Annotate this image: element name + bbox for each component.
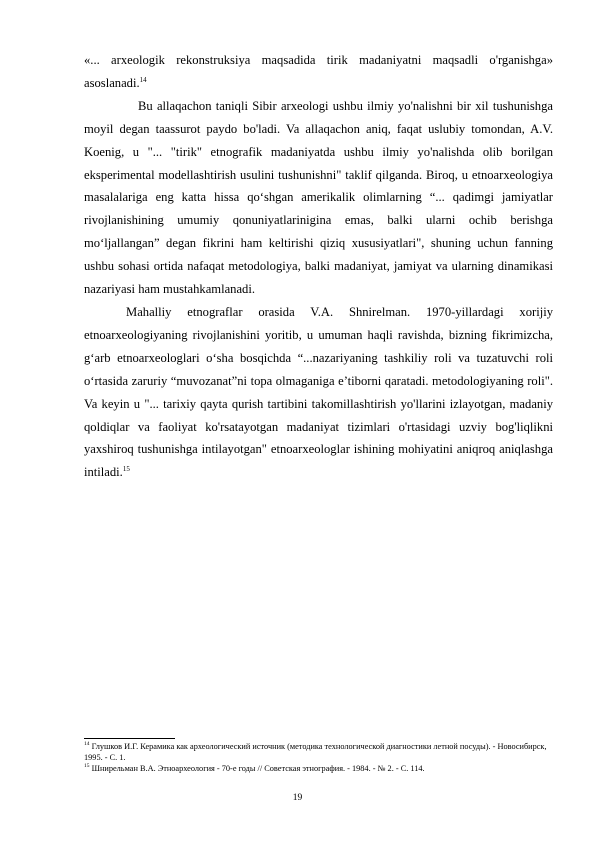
footnote-mark-15: 15 bbox=[84, 763, 90, 770]
footnote-mark-14: 14 bbox=[84, 741, 90, 748]
footnote-separator bbox=[84, 738, 175, 739]
footnotes bbox=[84, 741, 554, 775]
footnote-15 bbox=[84, 763, 554, 774]
footnote-14 bbox=[84, 741, 554, 763]
footnote-ref-14[interactable]: 14 bbox=[139, 75, 147, 84]
paragraph-2 bbox=[84, 95, 553, 301]
paragraph-2-text: Bu allaqachon taniqli Sibir arxeologi ushbu ilmiy yo'nalishni bir xil tushunishga moyil degan taassurot paydo bo'ladi. Va allaqachon aniq, faqat uslubiy tomondan, A.V. Koenig, u "... "tirik" etnografik madaniyatda ushbu ilmiy yo'nalishda olib borilgan eksperimental modellashtirish usulini tushunishni" taklif qilganda. Biroq, u etnoarxeologiya masalalariga eng katta hissa qo‘shgan amerikalik olimlarning “... qadimgi jamiyatlar rivojlanishining umumiy qonuniyatlarinigina emas, balki ularni ochib berishga mo‘ljallangan” degan fikrini ham keltirishi qiziq xususiyatlari", shuning uchun fanning ushbu sohasi ortida nafaqat metodologiya, balki madaniyat, jamiyat va ularning dinamikasi nazariyasi ham mustahkamlanadi. bbox=[84, 98, 553, 297]
paragraph-1-text: «... arxeologik rekonstruksiya maqsadida tirik madaniyatni maqsadli o'rganishga» asoslanadi. bbox=[84, 53, 553, 90]
paragraph-3 bbox=[84, 301, 553, 484]
footnote-ref-15[interactable]: 15 bbox=[122, 465, 130, 474]
page-number: 19 bbox=[292, 793, 303, 803]
paragraph-3-text: Mahalliy etnograflar orasida V.A. Shnirelman. 1970-yillardagi xorijiy etnoarxeologiyaning rivojlanishini yoritib, u umuman haqli ravishda, bizning fikrimizcha, g‘arb etnoarxeologlari o‘sha bosqichda “...nazariyaning tashkiliy roli va tuzatuvchi roli o‘rtasida zaruriy “muvozanat”ni topa olmaganiga e’tiborni qaratadi. metodologiyaning roli". Va keyin u "... tarixiy qayta qurish tartibini takomillashtirish yo'llarini izlayotgan, madaniy qoldiqlar va faoliyat ko'rsatayotgan madaniyat tizimlari o'rtasidagi uzviy bog'liqlikni yaxshiroq tushunishga intilayotgan" etnoarxeologlar ishining mohiyatini aniqroq aniqlashga intiladi. bbox=[84, 304, 553, 480]
paragraph-1 bbox=[84, 49, 553, 95]
footnote-15-text: Шнирельман В.А. Этноархеология - 70-е годы // Советская этнография. - 1984. - № 2. - С. 114. bbox=[89, 764, 425, 774]
footnote-14-text: Глушков И.Г. Керамика как археологический источник (методика технологической диагностики летной посуды). - Новосибирск, 1995. - С. 1. bbox=[84, 742, 547, 763]
body-text bbox=[84, 49, 553, 484]
